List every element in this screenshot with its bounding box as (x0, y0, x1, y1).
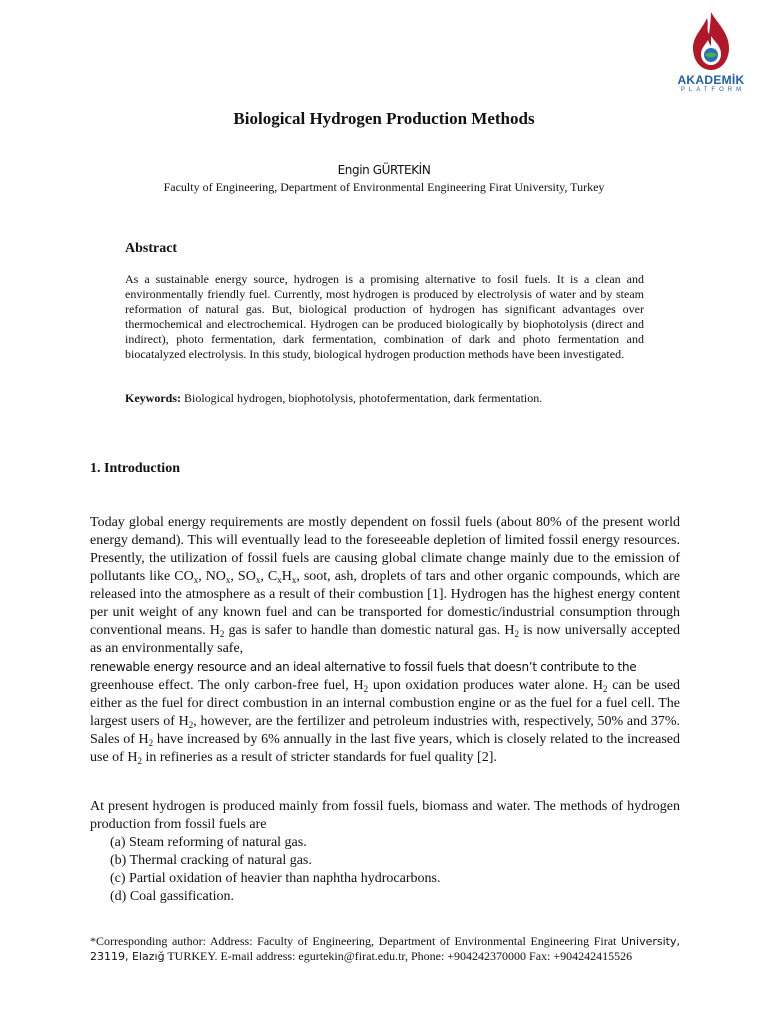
list-item: (a) Steam reforming of natural gas. (110, 835, 307, 850)
logo-wordmark: AKADEMİK (677, 73, 745, 87)
keywords-label: Keywords: (125, 391, 181, 405)
list-item: (c) Partial oxidation of heavier than naphtha hydrocarbons. (110, 871, 441, 886)
sans-font-line: renewable energy resource and an ideal alternative to fossil fuels that doesn’t contribute to the (90, 660, 637, 674)
list-item: (b) Thermal cracking of natural gas. (110, 853, 312, 868)
abstract-text: As a sustainable energy source, hydrogen is a promising alternative to fosil fuels. It is a clean and environmentally friendly fuel. Currently, most hydrogen is produced by electrolysis of water and by steam reformation of natural gas. But, biological production of hydrogen has significant advantages over thermochemical and electrochemical. Hydrogen can be produced biologically by biophotolysis (direct and indirect), photo fermentation, dark fermentation, combination of dark and photo fermentation and biocatalyzed electrolysis. In this study, biological hydrogen production methods have been investigated. (125, 272, 644, 361)
paper-title: Biological Hydrogen Production Methods (233, 109, 535, 128)
flame-emblem-icon (689, 10, 733, 72)
abstract-heading: Abstract (125, 241, 178, 256)
logo-subtitle: PLATFORM (680, 87, 746, 93)
author-affiliation: Faculty of Engineering, Department of Environmental Engineering Firat University, Turkey (163, 180, 605, 194)
author-name: Engin GÜRTEKİN (337, 163, 431, 177)
akademik-platform-logo (676, 10, 746, 102)
keywords-line (125, 391, 685, 406)
section-heading-introduction: 1. Introduction (90, 461, 180, 476)
keywords-text: Biological hydrogen, biophotolysis, photofermentation, dark fermentation. (181, 391, 543, 405)
production-methods-list (90, 834, 680, 906)
list-item: (d) Coal gassification. (110, 889, 235, 904)
introduction-paragraph-2 (90, 798, 680, 906)
introduction-paragraph-1: Today global energy requirements are mostly dependent on fossil fuels (about 80% of the present world energy demand). This will eventually lead to the foreseeable depletion of limited fossil energy resources. Presently, the utilization of fossil fuels are causing global climate change mainly due to the emission of pollutants like $CO_x$, $NO_x$, $SO_x$, $C_xH_x$, soot, ash, droplets of tars and other organic compounds, which are released into the atmosphere as a result of their combustion [1]. Hydrogen has the highest energy content per unit weight of any known fuel and can be transported for domestic/industrial consumption through conventional means. $H_2$ gas is safer to handle than domestic natural gas. $H_2$ is now universally accepted as an environmentally safe, renewable energy resource and an ideal alternative to fossil fuels that doesn’t contribute to the greenhouse effect. The only carbon-free fuel, $H_2$ upon oxidation produces water alone. $H_2$ can be used either as the fuel for direct combustion in an internal combustion engine or as the fuel for a fuel cell. The largest users of $H_2$, however, are the fertilizer and petroleum industries with, respectively, 50% and 37%. Sales of $H_2$ have increased by 6% annually in the last five years, which is closely related to the increased use of $H_2$ in refineries as a result of stricter standards for fuel quality [2]. (90, 515, 681, 766)
paragraph-2-text: At present hydrogen is produced mainly from fossil fuels, biomass and water. The methods of hydrogen production from fossil fuels are (90, 799, 680, 832)
corresponding-author-footnote: *Corresponding author: Address: Faculty of Engineering, Department of Environmental Engineering Firat University, 23119, Elazığ TURKEY. E-mail address: egurtekin@firat.edu.tr, Phone: +904242370000 Fax: +904242415526 (90, 934, 680, 963)
